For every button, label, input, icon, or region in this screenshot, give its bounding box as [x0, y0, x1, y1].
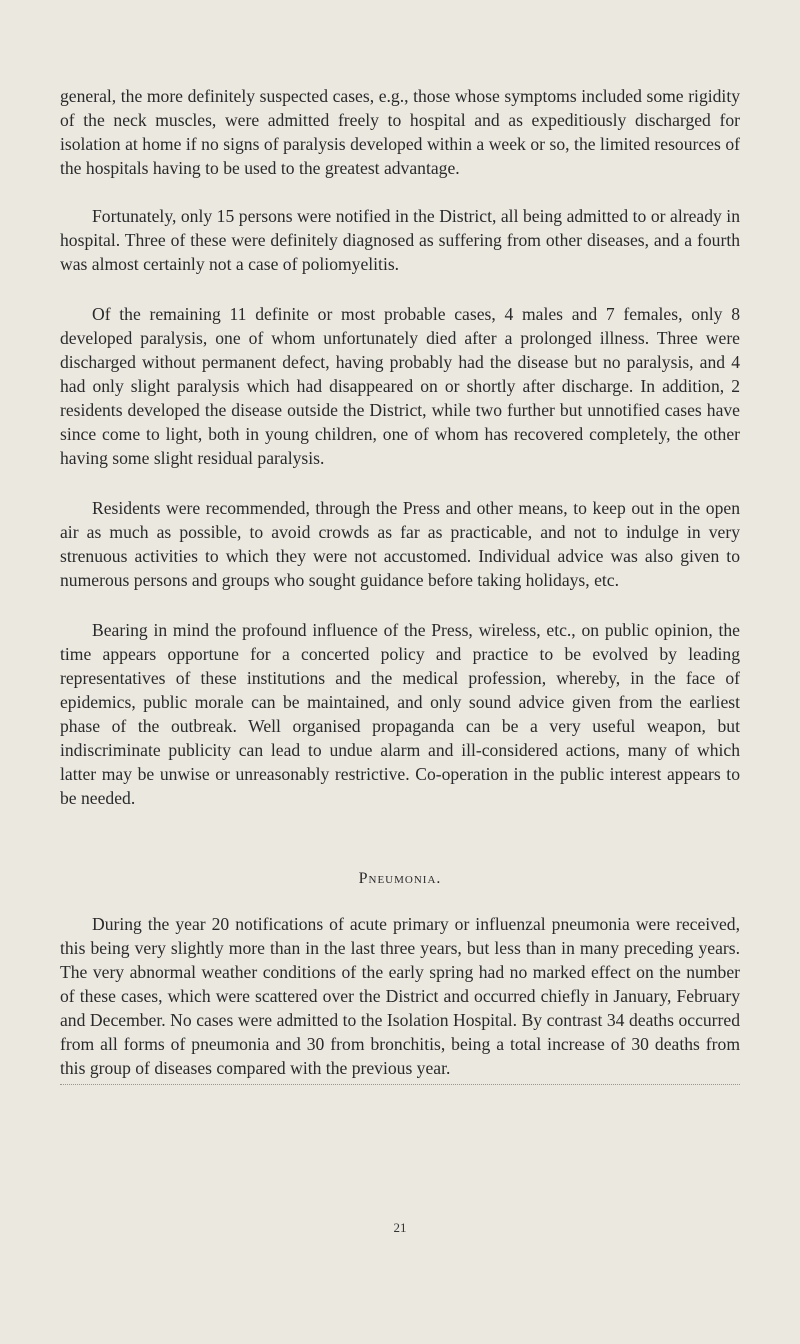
paragraph-intro-continuation: general, the more definitely suspected cases, e.g., those whose symptoms included some rigidity of the neck muscles, were admitted freely to hospital and as expeditiously discharged for isolation at home if no signs of paralysis developed within a week or so, the limited resources of the hospitals having to be used to the greatest advantage.: [60, 86, 740, 178]
paragraph-notifications: [60, 204, 740, 276]
document-page: [60, 84, 740, 1085]
paragraph-pneumonia: [60, 912, 740, 1080]
page-number: 21: [393, 1220, 407, 1235]
paragraph-recommendations: [60, 496, 740, 592]
paragraph-text: Bearing in mind the profound influence of the Press, wireless, etc., on public opinion, the time appears opportune for a concerted policy and practice to be evolved by leading representatives of these institutions and the medical profession, whereby, in the face of epidemics, public morale can be maintained, and only sound advice given from the earliest phase of the outbreak. Well organised propaganda can be a very useful weapon, but indiscriminate publicity can lead to undue alarm and ill-considered actions, many of which latter may be unwise or unreasonably restrictive. Co-operation in the public interest appears to be needed.: [60, 620, 740, 808]
paragraph-text: Of the remaining 11 definite or most probable cases, 4 males and 7 females, only 8 developed paralysis, one of whom unfortunately died after a prolonged illness. Three were discharged without permanent defect, having probably had the disease but no paralysis, and 4 had only slight paralysis which had disappeared on or shortly after discharge. In addition, 2 residents developed the disease outside the District, while two further but unnotified cases have since come to light, both in young children, one of whom has recovered completely, the other having some slight residual paralysis.: [60, 304, 740, 468]
paragraph-press-policy: [60, 618, 740, 810]
section-heading-pneumonia: Pneumonia.: [358, 870, 442, 887]
footer-divider: [60, 1084, 740, 1085]
paragraph-text: During the year 20 notifications of acute primary or influenzal pneumonia were received, this being very slightly more than in the last three years, but less than in many preceding years. The very abnormal weather conditions of the early spring had no marked effect on the number of these cases, which were scattered over the District and occurred chiefly in January, February and December. No cases were admitted to the Isolation Hospital. By contrast 34 deaths occurred from all forms of pneumonia and 30 from bronchitis, being a total increase of 30 deaths from this group of diseases compared with the previous year.: [60, 914, 740, 1078]
paragraph-cases: [60, 302, 740, 470]
paragraph-text: Fortunately, only 15 persons were notified in the District, all being admitted to or already in hospital. Three of these were definitely diagnosed as suffering from other diseases, and a fourth was almost certainly not a case of poliomyelitis.: [60, 206, 740, 274]
paragraph-text: Residents were recommended, through the Press and other means, to keep out in the open air as much as possible, to avoid crowds as far as practicable, and not to indulge in very strenuous activities to which they were not accustomed. Individual advice was also given to numerous persons and groups who sought guidance before taking holidays, etc.: [60, 498, 740, 590]
